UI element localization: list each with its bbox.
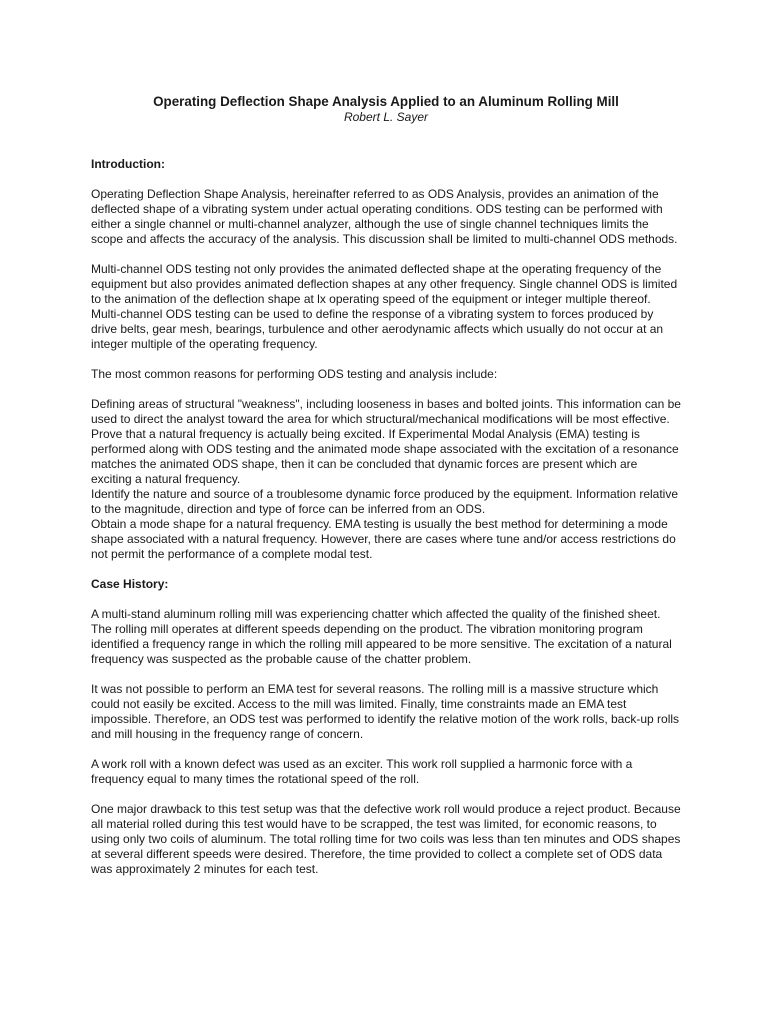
document-title: Operating Deflection Shape Analysis Applied to an Aluminum Rolling Mill xyxy=(153,94,619,109)
case-history-paragraph-3: A work roll with a known defect was used as an exciter. This work roll supplied a harmonic force with a frequency equal to many times the rotational speed of the roll. xyxy=(91,757,633,786)
introduction-heading: Introduction: xyxy=(91,157,165,171)
case-history-heading: Case History: xyxy=(91,577,169,591)
case-history-paragraph-4: One major drawback to this test setup was that the defective work roll would produce a reject product. Because all material rolled during this test would have to be scrapped, the test was limited, for economic reasons, to using only two coils of aluminum. The total rolling time for two coils was less than ten minutes and ODS shapes at several different speeds were desired. Therefore, the time provided to collect a complete set of ODS data was approximately 2 minutes for each test. xyxy=(91,802,681,876)
introduction-paragraph-1: Operating Deflection Shape Analysis, hereinafter referred to as ODS Analysis, provides an animation of the deflected shape of a vibrating system under actual operating conditions. ODS testing can be performed with either a single channel or multi-channel analyzer, although the use of single channel techniques limits the scope and affects the accuracy of the analysis. This discussion shall be limited to multi-channel ODS methods. xyxy=(91,187,678,246)
document-body xyxy=(91,94,681,892)
reason-item: Identify the nature and source of a troublesome dynamic force produced by the equipment. Information relative to the magnitude, direction and type of force can be inferred from an ODS. xyxy=(91,487,679,516)
case-history-paragraph-1: A multi-stand aluminum rolling mill was experiencing chatter which affected the quality of the finished sheet. The rolling mill operates at different speeds depending on the product. The vibration monitoring program identified a frequency range in which the rolling mill appeared to be more sensitive. The excitation of a natural frequency was suspected as the probable cause of the chatter problem. xyxy=(91,607,672,666)
case-history-paragraph-2: It was not possible to perform an EMA test for several reasons. The rolling mill is a massive structure which could not easily be excited. Access to the mill was limited. Finally, time constraints made an EMA test impossible. Therefore, an ODS test was performed to identify the relative motion of the work rolls, back-up rolls and mill housing in the frequency range of concern. xyxy=(91,682,680,741)
introduction-paragraph-2: Multi-channel ODS testing not only provides the animated deflected shape at the operating frequency of the equipment but also provides animated deflection shapes at any other frequency. Single channel ODS is limited to the animation of the deflection shape at lx operating speed of the equipment or integer multiple thereof. Multi-channel ODS testing can be used to define the response of a vibrating system to forces produced by drive belts, gear mesh, bearings, turbulence and other aerodynamic affects which usually do not occur at an integer multiple of the operating frequency. xyxy=(91,262,678,351)
reason-item: Defining areas of structural "weakness", including looseness in bases and bolted joints. This information can be used to direct the analyst toward the area for which structural/mechanical modifications will be most effective. xyxy=(91,397,681,426)
reason-item: Prove that a natural frequency is actually being excited. If Experimental Modal Analysis (EMA) testing is performed along with ODS testing and the animated mode shape associated with the excitation of a resonance matches the animated ODS shape, then it can be concluded that dynamic forces are present which are exciting a natural frequency. xyxy=(91,427,679,486)
introduction-paragraph-3: The most common reasons for performing ODS testing and analysis include: xyxy=(91,367,498,381)
document-author: Robert L. Sayer xyxy=(343,110,429,124)
reasons-list xyxy=(91,397,681,562)
reason-item: Obtain a mode shape for a natural frequency. EMA testing is usually the best method for determining a mode shape associated with a natural frequency. However, there are cases where tune and/or access restrictions do not permit the performance of a complete modal test. xyxy=(91,517,676,561)
